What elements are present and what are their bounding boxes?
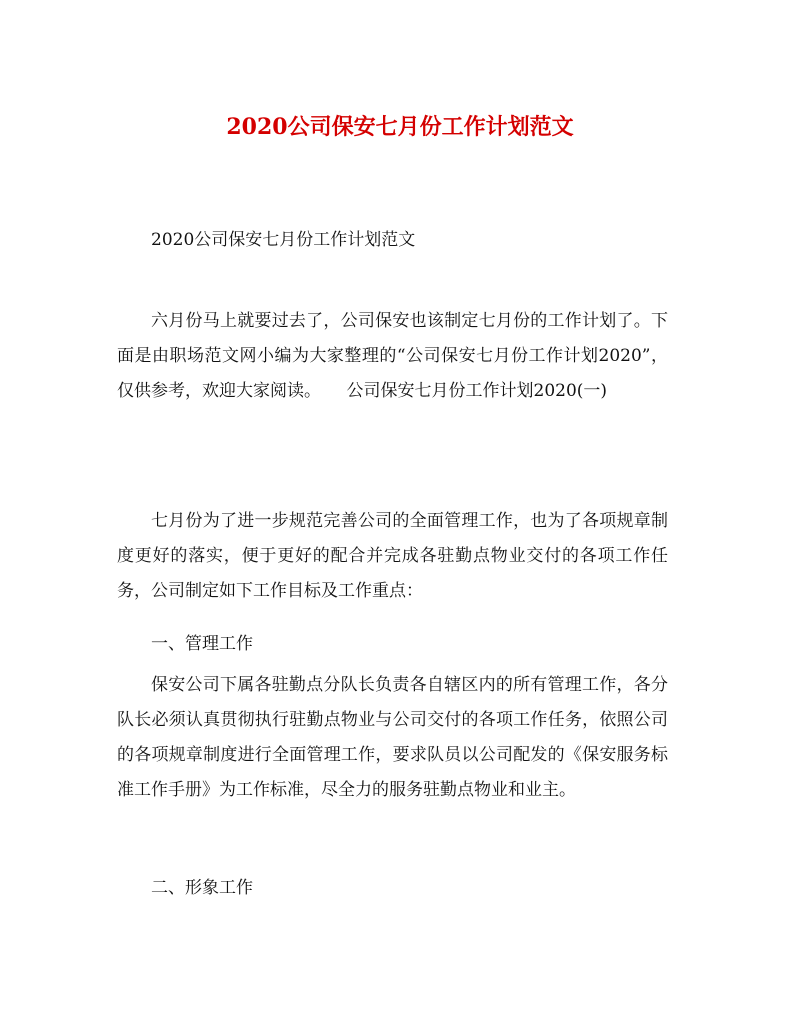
document-subtitle: 2020公司保安七月份工作计划范文: [151, 230, 416, 250]
management-paragraph: 保安公司下属各驻勤点分队长负责各自辖区内的所有管理工作，各分队长必须认真贯彻执行驻勤点物业与公司交付的各项工作任务，依照公司的各项规章制度进行全面管理工作，要求队员以公司配发的《保安服务标准工作手册》为工作标准，尽全力的服务驻勤点物业和业主。: [117, 675, 668, 800]
section-heading-image: 二、形象工作: [151, 878, 253, 898]
intro-paragraph: 六月份马上就要过去了，公司保安也该制定七月份的工作计划了。下面是由职场范文网小编为大家整理的“公司保安七月份工作计划2020”，仅供参考，欢迎大家阅读。 公司保安七月份工作计划2020(一): [117, 311, 668, 401]
section-heading-management: 一、管理工作: [151, 634, 253, 654]
july-plan-paragraph: 七月份为了进一步规范完善公司的全面管理工作，也为了各项规章制度更好的落实，便于更好的配合并完成各驻勤点物业交付的各项工作任务，公司制定如下工作目标及工作重点：: [117, 511, 668, 601]
document-title: 2020公司保安七月份工作计划范文: [226, 114, 574, 140]
